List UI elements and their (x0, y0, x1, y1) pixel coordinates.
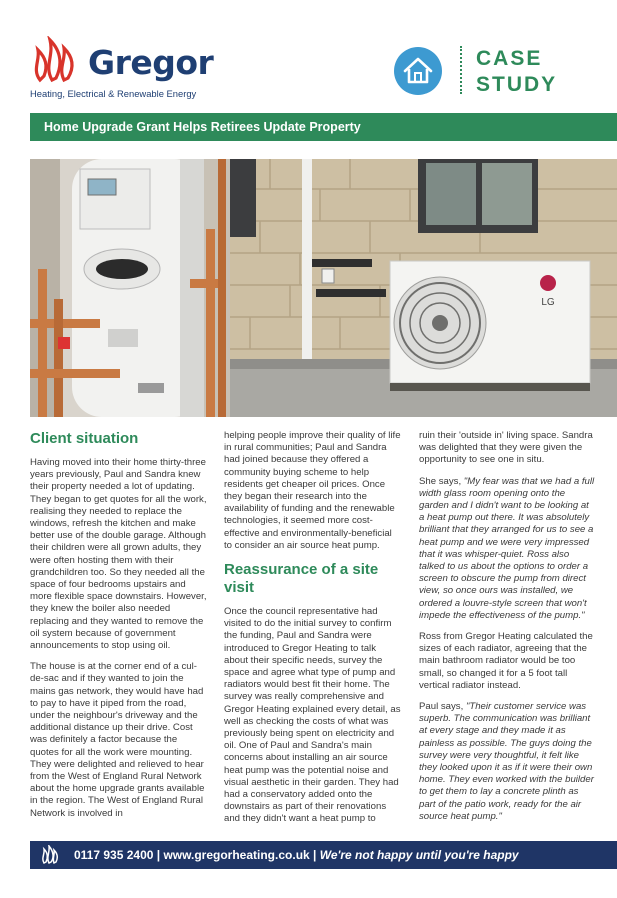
paragraph: Once the council representative had visited to do the initial survey to confirm the funding, Paul and Sandra were introduced to Gregor Heating to talk about their specific needs, survey the space and agree what type of pump and radiators would best fit their home. The survey was really comprehensive and Gregor Heating explained every detail, as well as checking the costs of what was previously being spent on electricity and oil. One of Paul and Sandra's main concerns about installing an air source heat pump was the potential noise and visual aesthetic in their garden. They had had a conservatory added onto the downstairs as part of their renovations and they didn't want a heat pump to (224, 606, 401, 825)
column-1 (30, 430, 208, 829)
house-icon (393, 46, 443, 96)
cylinder-illustration (30, 159, 230, 417)
quote-text: "Their customer service was superb. The communication was brilliant at every stage and they made it as painless as possible. The guys doing the survey were very thoughtful, it felt like they looked upon it as if it were their own home. They even worked with the builder to get them to lay a concrete plinth as part of the patio work, ready for the air source heat pump." (419, 701, 594, 822)
paragraph: ruin their 'outside in' living space. Sandra was delighted that they were given the opportunity to see one in situ. (419, 430, 593, 466)
page-footer (30, 841, 617, 869)
badge-line-2: STUDY (476, 73, 558, 96)
footer-separator: | (153, 848, 164, 862)
testimonial-paul (419, 701, 595, 823)
column-2 (224, 430, 402, 835)
footer-contact (74, 848, 519, 862)
section-heading-client-situation: Client situation (30, 430, 139, 447)
case-study-badge (476, 46, 557, 98)
flame-icon (30, 36, 86, 86)
title-band (30, 113, 617, 141)
heat-pump-illustration (230, 159, 617, 417)
paragraph: Having moved into their home thirty-three years previously, Paul and Sandra knew their property needed a lot of updating. They began to get quotes for all the work, realising they needed to replace the windows, refresh the kitchen and make better use of the double garage. Although their children were all grown adults, they were often hosting them with their grandchildren too. So they needed all the space of four bedrooms upstairs and more flexible space downstairs. However, they knew the boiler also needed replacing and they wanted to remove the oil system because of government announcements to stop using oil. (30, 457, 207, 652)
paragraph: The house is at the corner end of a cul-de-sac and if they wanted to join the mains gas network, they would have had to pay to have it piped from the road, under the neighbour's driveway and the additional distance up their drive. Cost was definitely a factor because the quotes for all the work were mounting. They were delighted and relieved to hear from the West of England Rural Network about the home upgrade grants available in the region. The West of England Rural Network is involved in (30, 661, 205, 819)
footer-separator: | (309, 848, 320, 862)
quote-lead: She says, (419, 475, 464, 487)
footer-tagline: We're not happy until you're happy (319, 848, 519, 862)
paragraph: Ross from Gregor Heating calculated the sizes of each radiator, agreeing that the main bathroom radiator would be too small, so changed it for a 5 foot tall vertical radiator instead. (419, 631, 593, 691)
badge-divider (460, 46, 462, 94)
brand-name: Gregor (88, 43, 214, 82)
hot-water-cylinder-photo (30, 159, 230, 417)
flame-icon (40, 845, 60, 865)
footer-website[interactable]: www.gregorheating.co.uk (163, 848, 310, 862)
heat-pump-photo (230, 159, 617, 417)
badge-line-1: CASE (476, 47, 543, 70)
testimonial-sandra (419, 476, 595, 622)
quote-lead: Paul says, (419, 701, 466, 713)
quote-text: "My fear was that we had a full width glass room opening onto the garden and I didn't want to be looking at a heat pump out there. It was absolutely brilliant that they arranged for us to see a heat pump and we were very impressed that it was whisper-quiet. Ross also talked to us about the options to order a screen to obscure the pump from direct view, so once ours was installed, we ordered a louvre-style screen that won't impede the effectiveness of the pump." (419, 475, 595, 621)
gregor-logo[interactable] (30, 36, 230, 100)
heat-pump-brand-label: LG (541, 297, 555, 308)
column-3 (419, 430, 595, 832)
page-header (0, 0, 617, 112)
paragraph: helping people improve their quality of life in rural communities; Paul and Sandra had joined because they offered a community buying scheme to help residents get cheaper oil prices. Once they began their research into the availability of funding and the renewable technologies, it seemed more cost-effective and environmentally-beneficial to consider an air source heat pump. (224, 430, 401, 551)
page-title: Home Upgrade Grant Helps Retirees Update Property (44, 120, 361, 134)
footer-phone[interactable]: 0117 935 2400 (74, 848, 154, 862)
section-heading-site-visit: Reassurance of a site visit (224, 561, 379, 597)
brand-tagline: Heating, Electrical & Renewable Energy (30, 88, 197, 99)
